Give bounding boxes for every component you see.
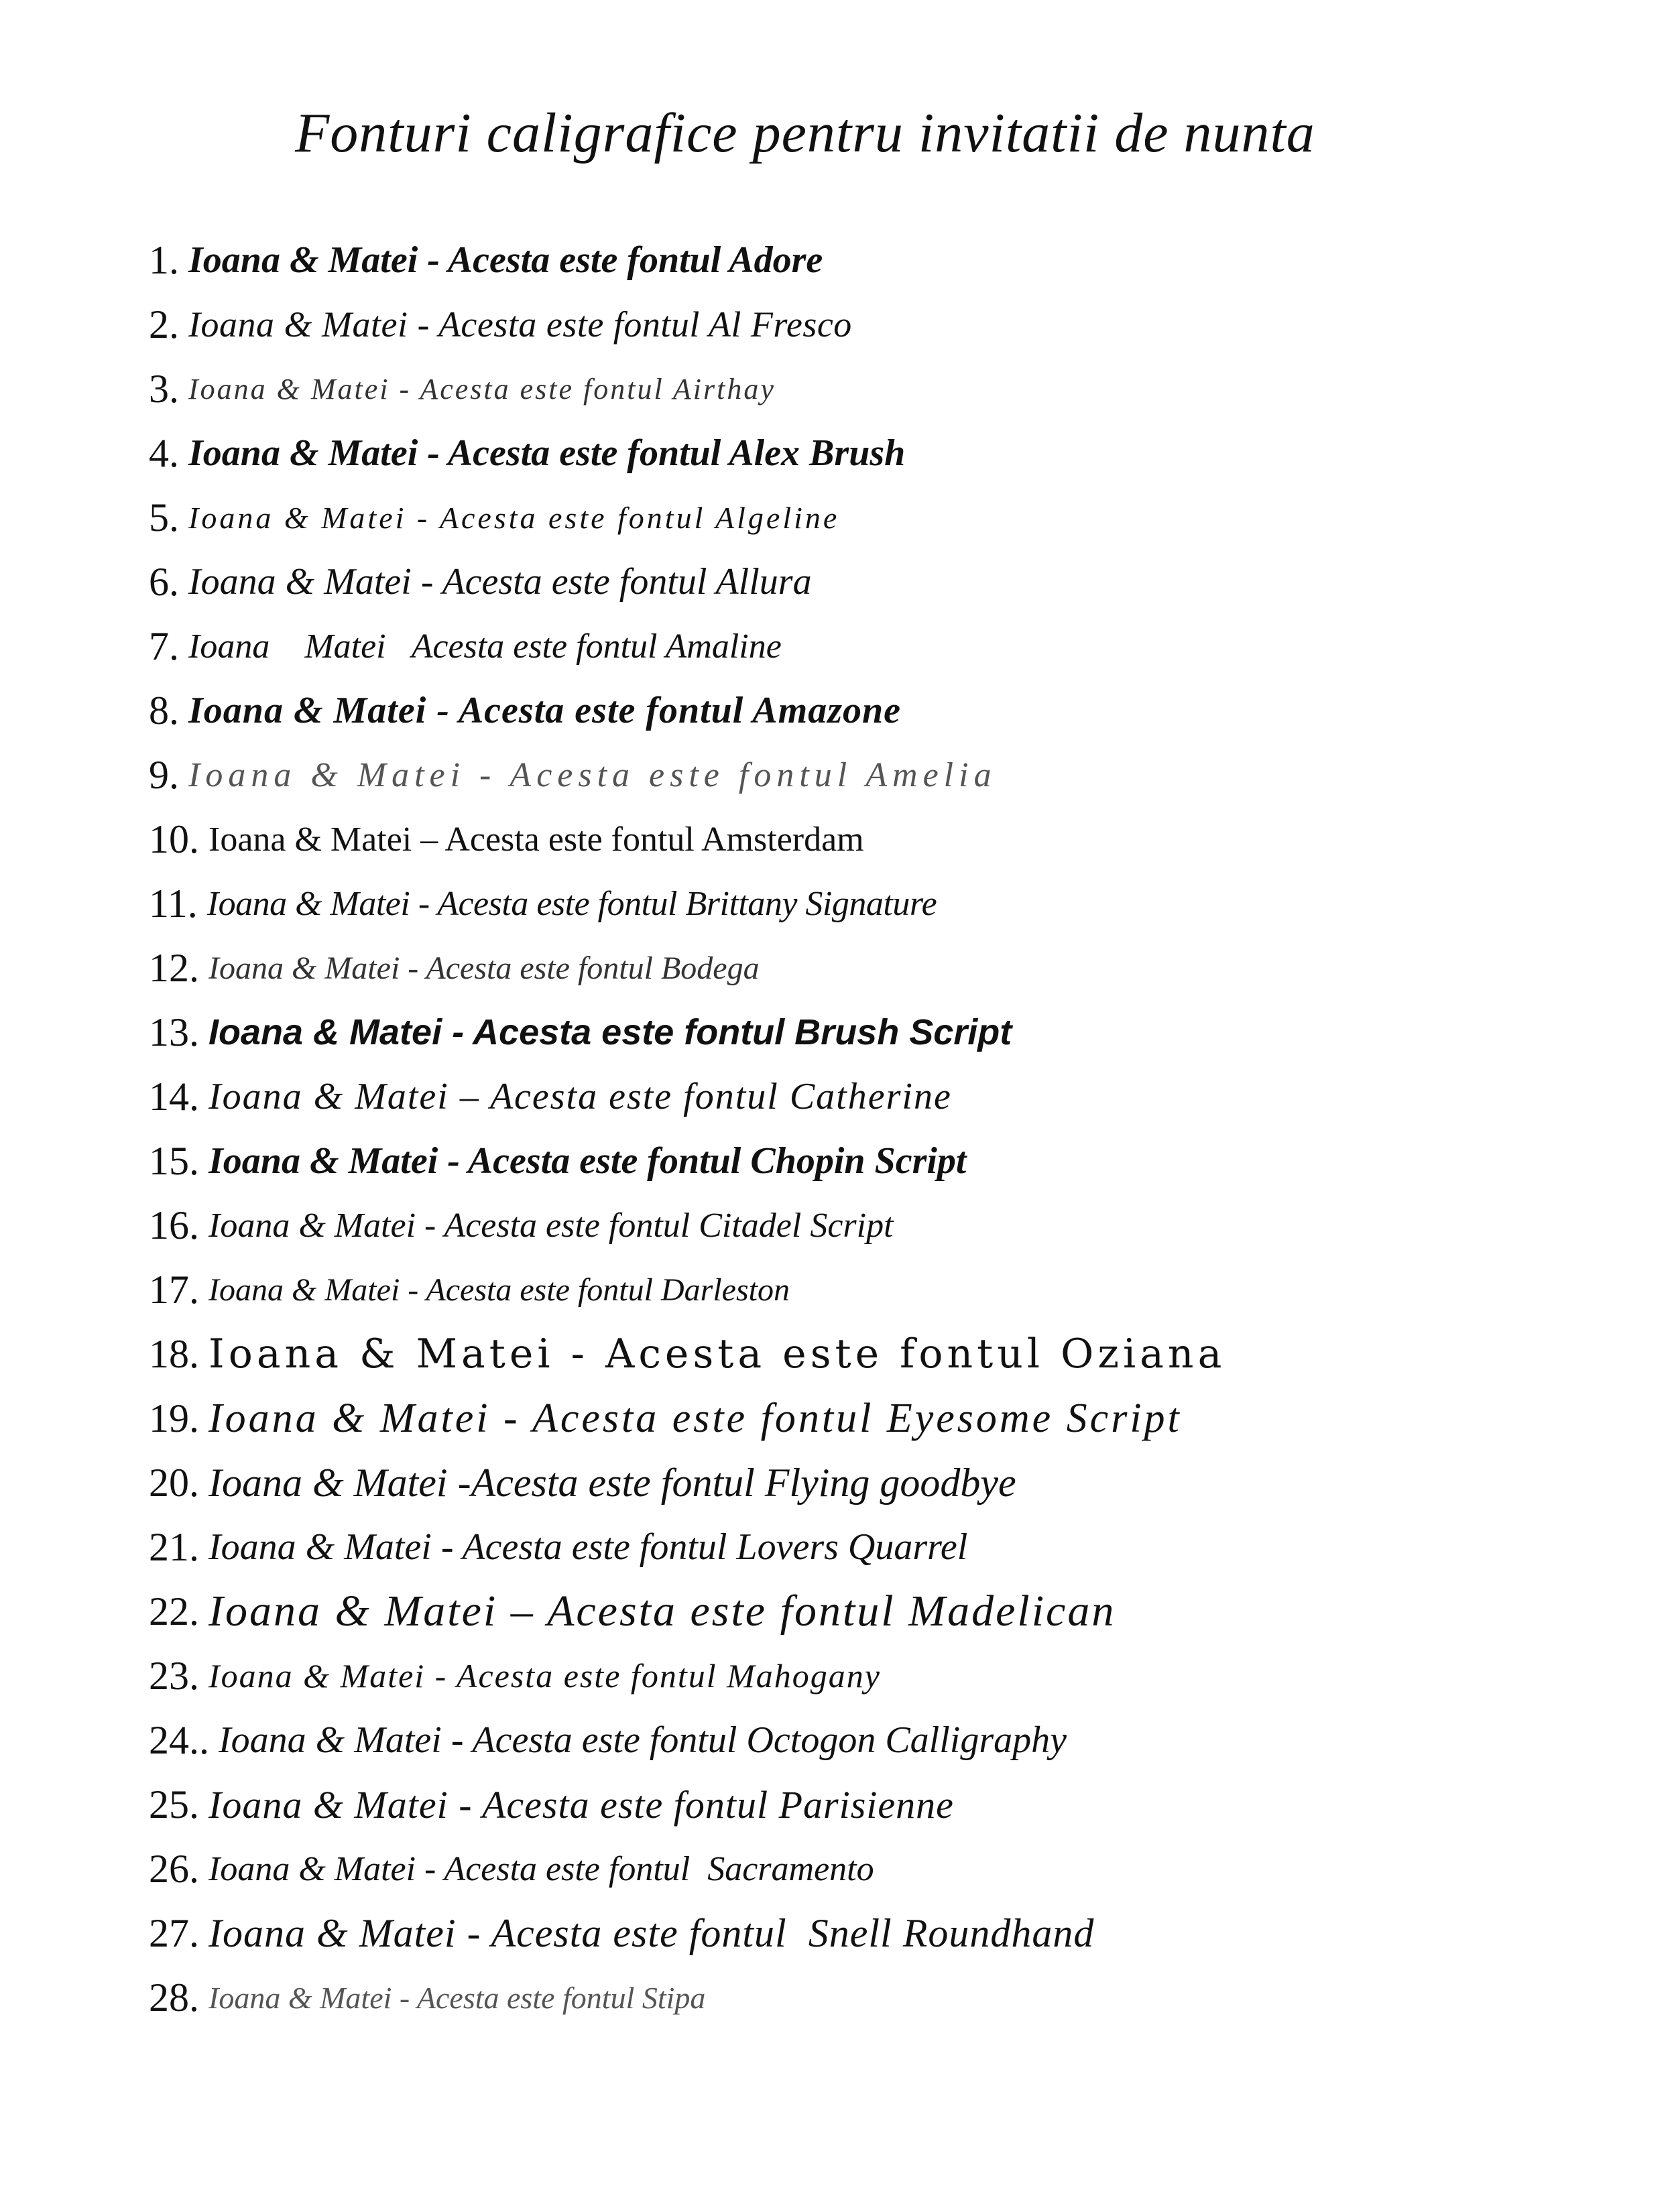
item-text: Ioana & Matei - Acesta este fontul Mahogany — [208, 1657, 881, 1695]
item-text: Ioana & Matei - Acesta este fontul Amelia — [188, 755, 997, 794]
item-number: 11. — [149, 881, 198, 926]
item-text: Ioana & Matei - Acesta este fontul Chopin Script — [208, 1140, 967, 1182]
item-text: Ioana & Matei – Acesta este fontul Catherine — [208, 1076, 952, 1117]
item-number: 4. — [149, 430, 179, 475]
item-text: Ioana & Matei – Acesta este fontul Madelican — [208, 1587, 1116, 1636]
list-item — [149, 1515, 1557, 1579]
list-item — [149, 1193, 1557, 1257]
item-number: 25. — [149, 1782, 199, 1827]
item-number: 2. — [149, 302, 179, 347]
item-number: 14. — [149, 1074, 199, 1119]
item-text: Ioana & Matei - Acesta este fontul Lovers Quarrel — [208, 1526, 968, 1568]
item-text: Ioana & Matei - Acesta este fontul Bodega — [208, 950, 760, 986]
list-item — [149, 421, 1557, 485]
item-number: 22. — [149, 1589, 199, 1634]
item-number: 13. — [149, 1009, 199, 1054]
list-item — [149, 614, 1557, 678]
font-list — [149, 228, 1557, 2030]
item-number: 9. — [149, 752, 179, 797]
item-number: 16. — [149, 1203, 199, 1247]
list-item — [149, 1064, 1557, 1129]
item-number: 18. — [149, 1331, 199, 1376]
item-text: Ioana & Matei - Acesta este fontul Algeline — [188, 500, 840, 535]
list-item — [149, 1000, 1557, 1064]
item-text: Ioana & Matei - Acesta este fontul Snell Roundhand — [208, 1910, 1095, 1955]
list-item — [149, 550, 1557, 614]
item-number: 15. — [149, 1138, 199, 1183]
item-text: Ioana & Matei - Acesta este fontul Airthay — [188, 372, 776, 406]
item-number: 19. — [149, 1396, 199, 1440]
item-text: Ioana & Matei - Acesta este fontul Adore — [188, 239, 823, 281]
list-item — [149, 357, 1557, 421]
item-text: Ioana & Matei - Acesta este fontul Parisienne — [208, 1782, 954, 1827]
list-item — [149, 1129, 1557, 1193]
item-text: Ioana & Matei - Acesta este fontul Brittany Signature — [206, 884, 937, 923]
item-text: Ioana & Matei - Acesta este fontul Sacramento — [208, 1849, 874, 1888]
item-number: 17. — [149, 1267, 199, 1312]
item-text: Ioana & Matei - Acesta este fontul Citadel Script — [208, 1206, 894, 1245]
list-item — [149, 807, 1557, 871]
list-item — [149, 1837, 1557, 1901]
item-number: 27. — [149, 1910, 199, 1955]
list-item — [149, 1257, 1557, 1322]
list-item — [149, 485, 1557, 550]
item-number: 5. — [149, 495, 179, 540]
item-number: 21. — [149, 1524, 199, 1569]
list-item — [149, 871, 1557, 936]
item-number: 20. — [149, 1460, 199, 1505]
item-text: Ioana & Matei - Acesta este fontul Alex Brush — [188, 432, 906, 474]
item-text: Ioana & Matei - Acesta este fontul Brush Script — [208, 1012, 1012, 1052]
list-item — [149, 1579, 1557, 1644]
item-text: Ioana & Matei - Acesta este fontul Octogon Calligraphy — [219, 1719, 1067, 1761]
item-text: Ioana & Matei – Acesta este fontul Amsterdam — [208, 820, 864, 859]
item-number: 26. — [149, 1846, 199, 1891]
item-number: 3. — [149, 366, 179, 411]
item-number: 8. — [149, 688, 179, 733]
item-text: Ioana & Matei - Acesta este fontul Amazone — [188, 690, 901, 731]
list-item — [149, 1901, 1557, 1965]
item-number: 28. — [149, 1975, 199, 2020]
item-text: Ioana & Matei - Acesta este fontul Stipa — [208, 1980, 706, 2015]
item-number: 23. — [149, 1653, 199, 1698]
list-item — [149, 292, 1557, 357]
list-item — [149, 1451, 1557, 1515]
list-item — [149, 228, 1557, 292]
item-text: Ioana & Matei - Acesta este fontul Eyesome Script — [208, 1395, 1182, 1441]
item-text: Ioana & Matei - Acesta este fontul Darleston — [208, 1272, 790, 1308]
item-text: Ioana & Matei - Acesta este fontul Oziana — [208, 1331, 1226, 1377]
item-number: 1. — [149, 237, 179, 282]
item-text: Ioana Matei Acesta este fontul Amaline — [188, 627, 782, 666]
list-item — [149, 1386, 1557, 1451]
list-item — [149, 678, 1557, 743]
item-text: Ioana & Matei -Acesta este fontul Flying goodbye — [208, 1460, 1016, 1505]
list-item — [149, 1708, 1557, 1772]
item-number: 6. — [149, 559, 179, 604]
list-item — [149, 1644, 1557, 1708]
page-title: Fonturi caligrafice pentru invitatii de nunta — [295, 102, 1315, 164]
list-item — [149, 743, 1557, 807]
list-item — [149, 936, 1557, 1000]
item-number: 24.. — [149, 1717, 209, 1762]
list-item — [149, 1322, 1557, 1386]
item-text: Ioana & Matei - Acesta este fontul Al Fresco — [188, 304, 852, 345]
list-item — [149, 1772, 1557, 1837]
item-number: 7. — [149, 623, 179, 668]
list-item — [149, 1965, 1557, 2030]
item-number: 12. — [149, 945, 199, 990]
item-text: Ioana & Matei - Acesta este fontul Allura — [188, 561, 812, 603]
item-number: 10. — [149, 816, 199, 861]
